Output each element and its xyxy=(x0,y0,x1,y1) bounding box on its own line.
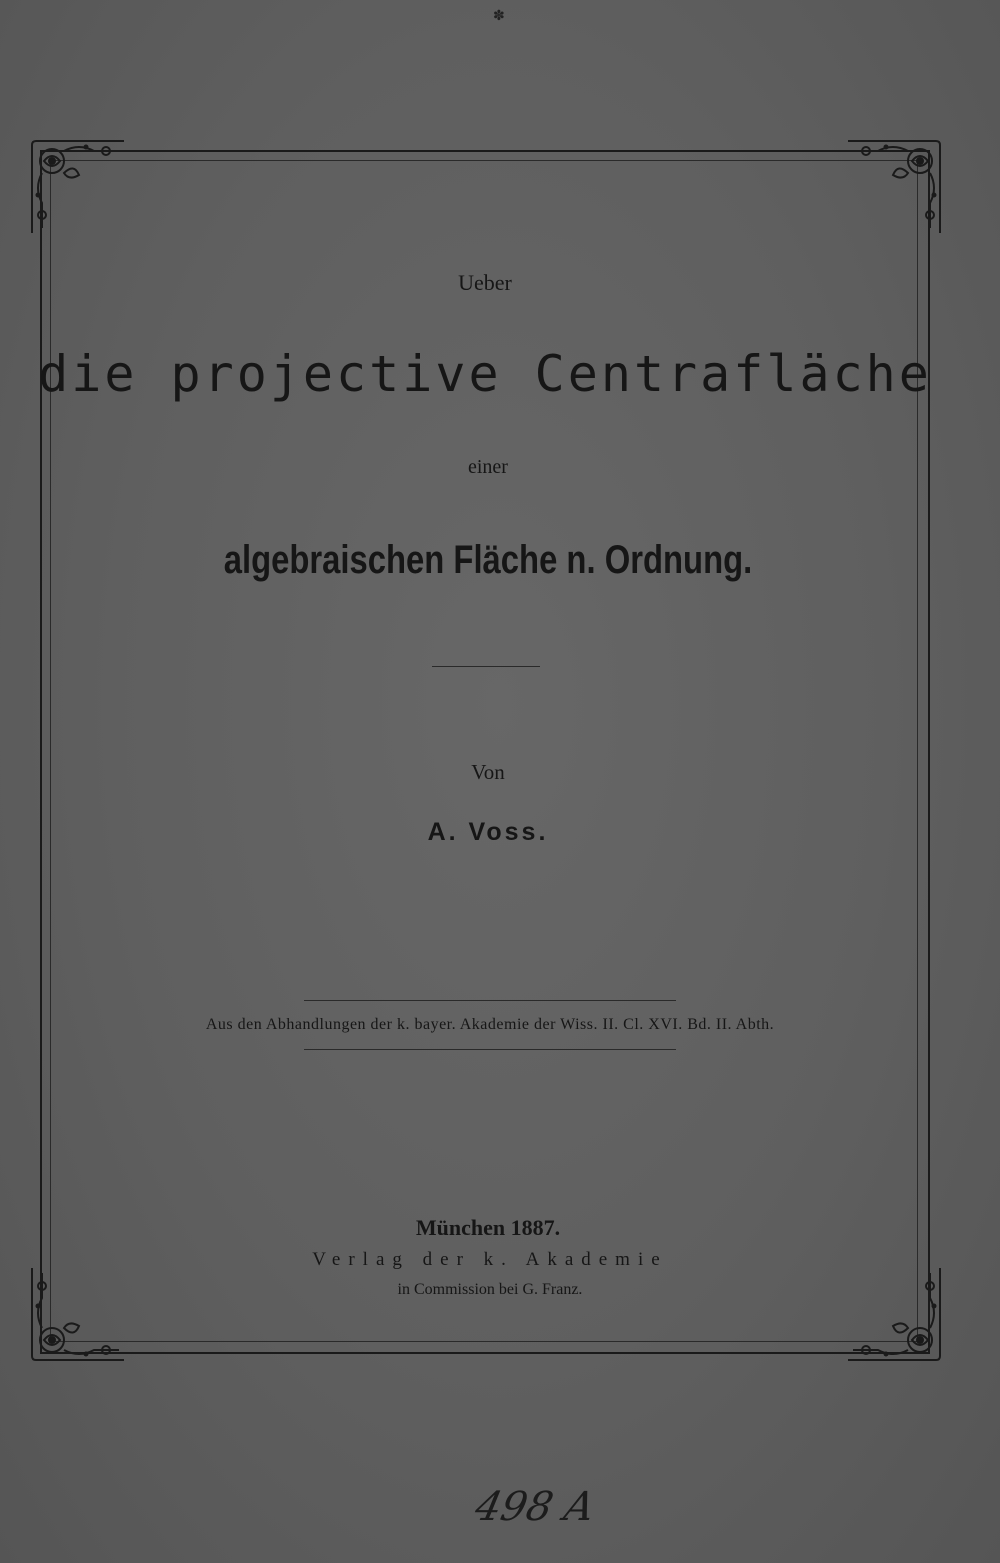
imprint-commission: in Commission bei G. Franz. xyxy=(397,1281,583,1298)
title-connector: einer xyxy=(468,456,508,478)
imprint-publisher: Verlag der k. Akademie xyxy=(312,1249,668,1270)
source-note: Aus den Abhandlungen der k. bayer. Akademie der Wiss. II. Cl. XVI. Bd. II. Abth. xyxy=(205,1016,775,1033)
ink-speck-icon: ✽ xyxy=(493,9,505,24)
corner-ornament-top-left-icon xyxy=(24,133,134,243)
corner-ornament-top-right-icon xyxy=(838,133,948,243)
handwritten-shelfmark: 498 A xyxy=(471,1484,599,1530)
source-rule-bottom xyxy=(304,1049,676,1050)
inner-border xyxy=(50,160,918,1342)
author-prefix: Von xyxy=(471,760,505,784)
corner-ornament-bottom-left-icon xyxy=(24,1258,134,1368)
source-rule-top xyxy=(304,1000,676,1001)
imprint-city-year: München 1887. xyxy=(415,1215,561,1240)
author-name: A. Voss. xyxy=(427,818,549,846)
title-prefix: Ueber xyxy=(458,270,512,295)
subtitle: algebraischen Fläche n. Ordnung. xyxy=(223,538,753,582)
corner-ornament-bottom-right-icon xyxy=(838,1258,948,1368)
divider-rule xyxy=(432,666,540,667)
main-title: die projective Centrafläche xyxy=(38,345,932,403)
